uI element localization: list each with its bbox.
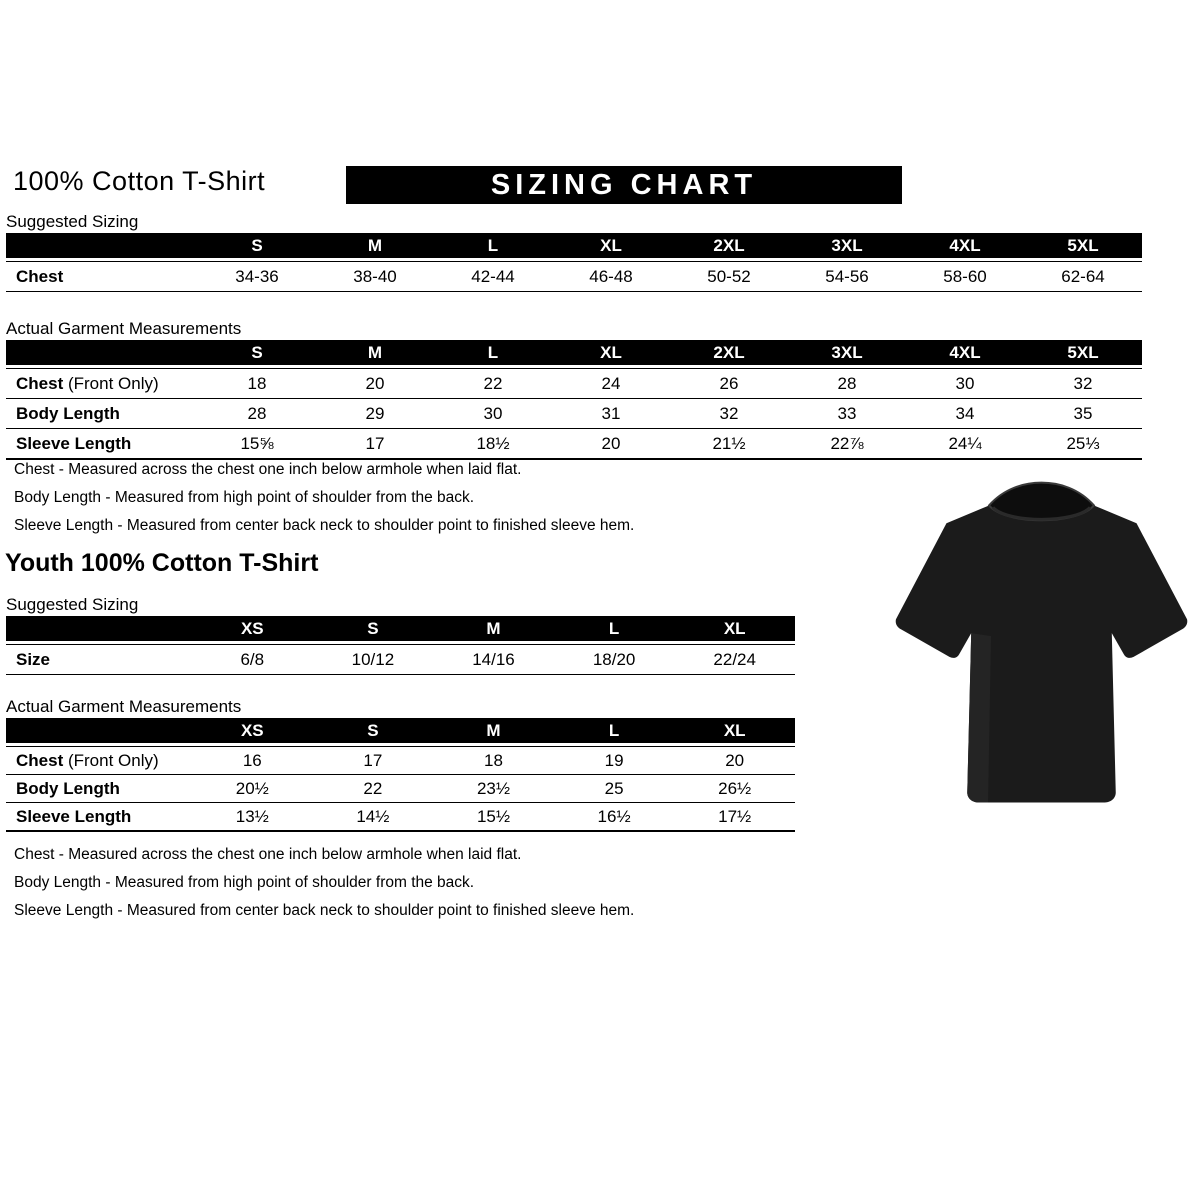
table-cell: 38-40 — [353, 266, 397, 286]
youth-section-title: Youth 100% Cotton T-Shirt — [5, 549, 319, 577]
header-cell-xs: XS — [240, 619, 264, 638]
table-cell: 16 — [242, 750, 262, 770]
row-label — [6, 650, 192, 670]
table-cell: 23½ — [476, 778, 511, 798]
table-cell: 34-36 — [235, 266, 279, 286]
table-cell: 25 — [604, 778, 624, 798]
header-cell-xl: XL — [600, 343, 622, 362]
header-cell-5xl: 5XL — [1067, 236, 1099, 255]
youth-suggested-sizing-table — [6, 616, 795, 675]
header-cell-l: L — [487, 236, 499, 255]
youth-actual-measurements-table — [6, 718, 795, 832]
table-cell: 24¼ — [948, 433, 982, 453]
header-cell-2xl: 2XL — [713, 236, 745, 255]
header-cell-l: L — [608, 721, 620, 740]
table-cell: 22 — [483, 373, 503, 393]
header-cell-4xl: 4XL — [949, 343, 981, 362]
header-cell-2xl: 2XL — [713, 343, 745, 362]
youth-actual-measurements-label: Actual Garment Measurements — [6, 697, 242, 716]
measurement-note-body-length: Body Length - Measured from high point of shoulder from the back. — [14, 489, 475, 506]
header-cell-3xl: 3XL — [831, 236, 863, 255]
table-cell: 26½ — [718, 778, 752, 798]
table-row-chest-front-only — [6, 368, 1142, 399]
tshirt-body — [896, 483, 1188, 803]
table-cell: 32 — [719, 403, 739, 423]
table-cell: 24 — [601, 373, 621, 393]
table-cell: 30 — [483, 403, 503, 423]
table-row-sleeve-length — [6, 803, 795, 832]
table-row-chest-front-only — [6, 746, 795, 775]
table-row-size — [6, 644, 795, 675]
row-label-text: Chest — [16, 266, 64, 286]
measurement-note-sleeve-length: Sleeve Length - Measured from center back neck to shoulder point to finished sleeve hem. — [14, 902, 635, 919]
table-cell: 19 — [604, 750, 624, 770]
measurement-note-chest: Chest - Measured across the chest one inch below armhole when laid flat. — [14, 461, 522, 478]
header-cell-blank — [6, 233, 198, 258]
table-cell: 33 — [837, 403, 857, 423]
size-header-row — [6, 233, 1142, 258]
row-label — [6, 751, 192, 771]
header-cell-xl: XL — [600, 236, 622, 255]
measurement-note-chest: Chest - Measured across the chest one inch below armhole when laid flat. — [14, 846, 522, 863]
header-cell-5xl: 5XL — [1067, 343, 1099, 362]
table-cell: 14½ — [356, 806, 390, 826]
row-label-text: Size — [16, 649, 51, 669]
table-cell: 20 — [725, 750, 745, 770]
table-cell: 34 — [955, 403, 975, 423]
table-cell: 32 — [1073, 373, 1093, 393]
row-label — [6, 434, 198, 454]
row-label — [6, 807, 192, 827]
header-cell-xl: XL — [723, 619, 746, 638]
table-cell: 25⅓ — [1066, 433, 1100, 453]
table-row-chest — [6, 261, 1142, 292]
table-cell: 18½ — [476, 433, 510, 453]
table-cell: 22⅞ — [830, 433, 864, 453]
row-label — [6, 404, 198, 424]
table-cell: 35 — [1073, 403, 1093, 423]
table-cell: 29 — [365, 403, 385, 423]
table-cell: 21½ — [712, 433, 746, 453]
row-label-text: Chest — [16, 373, 64, 393]
table-cell: 17 — [365, 433, 385, 453]
measurement-note-body-length: Body Length - Measured from high point of shoulder from the back. — [14, 874, 475, 891]
table-cell: 30 — [955, 373, 975, 393]
header-cell-xl: XL — [723, 721, 746, 740]
row-label — [6, 779, 192, 799]
header-cell-blank — [6, 340, 198, 365]
table-cell: 10/12 — [351, 649, 395, 669]
header-cell-3xl: 3XL — [831, 343, 863, 362]
table-cell: 62-64 — [1061, 266, 1105, 286]
table-cell: 17 — [363, 750, 383, 770]
row-label-text: Body Length — [16, 403, 120, 423]
sizing-chart-banner: SIZING CHART — [346, 166, 902, 204]
adult-suggested-sizing-label: Suggested Sizing — [6, 212, 139, 231]
table-cell: 20½ — [235, 778, 269, 798]
table-cell: 20 — [601, 433, 621, 453]
row-label-text: Chest — [16, 750, 64, 770]
row-label-suffix: (Front Only) — [63, 750, 159, 770]
row-label-suffix: (Front Only) — [63, 373, 159, 393]
table-cell: 17½ — [718, 806, 752, 826]
adult-suggested-sizing-table — [6, 233, 1142, 292]
table-cell: 28 — [247, 403, 267, 423]
header-cell-s: S — [251, 343, 263, 362]
table-cell: 13½ — [235, 806, 269, 826]
row-label — [6, 267, 198, 287]
table-cell: 20 — [365, 373, 385, 393]
table-cell: 15⅝ — [240, 433, 274, 453]
youth-suggested-sizing-label: Suggested Sizing — [6, 595, 139, 614]
size-header-row — [6, 340, 1142, 365]
header-cell-4xl: 4XL — [949, 236, 981, 255]
table-cell: 18/20 — [592, 649, 636, 669]
table-cell: 16½ — [597, 806, 631, 826]
tshirt-image — [893, 476, 1190, 821]
adult-actual-measurements-table — [6, 340, 1142, 460]
table-cell: 50-52 — [707, 266, 751, 286]
row-label-text: Body Length — [16, 778, 120, 798]
header-cell-s: S — [251, 236, 263, 255]
header-cell-m: M — [486, 721, 501, 740]
adult-section-title: 100% Cotton T-Shirt — [13, 166, 266, 196]
header-cell-m: M — [367, 343, 383, 362]
header-cell-blank — [6, 718, 192, 743]
measurement-note-sleeve-length: Sleeve Length - Measured from center back neck to shoulder point to finished sleeve hem. — [14, 517, 635, 534]
table-row-body-length — [6, 775, 795, 803]
size-header-row — [6, 718, 795, 743]
table-cell: 18 — [484, 750, 503, 770]
table-row-body-length — [6, 399, 1142, 429]
header-cell-xs: XS — [240, 721, 264, 740]
table-cell: 26 — [719, 373, 739, 393]
header-cell-m: M — [486, 619, 501, 638]
table-cell: 54-56 — [825, 266, 869, 286]
row-label-text: Sleeve Length — [16, 433, 132, 453]
table-cell: 31 — [601, 403, 621, 423]
table-cell: 6/8 — [240, 649, 265, 669]
adult-actual-measurements-label: Actual Garment Measurements — [6, 319, 242, 338]
header-cell-s: S — [367, 619, 379, 638]
header-cell-blank — [6, 616, 192, 641]
table-cell: 46-48 — [589, 266, 633, 286]
table-cell: 14/16 — [472, 649, 515, 669]
header-cell-l: L — [487, 343, 499, 362]
header-cell-l: L — [608, 619, 620, 638]
row-label — [6, 374, 198, 394]
row-label-text: Sleeve Length — [16, 806, 132, 826]
table-cell: 58-60 — [943, 266, 987, 286]
table-cell: 18 — [247, 373, 267, 393]
header-cell-s: S — [367, 721, 379, 740]
table-cell: 28 — [837, 373, 857, 393]
tshirt-sleeve-shade — [967, 633, 991, 802]
header-cell-m: M — [367, 236, 383, 255]
table-cell: 22/24 — [713, 649, 756, 669]
size-header-row — [6, 616, 795, 641]
table-row-sleeve-length — [6, 429, 1142, 460]
table-cell: 22 — [363, 778, 383, 798]
table-cell: 15½ — [476, 806, 511, 826]
table-cell: 42-44 — [471, 266, 515, 286]
